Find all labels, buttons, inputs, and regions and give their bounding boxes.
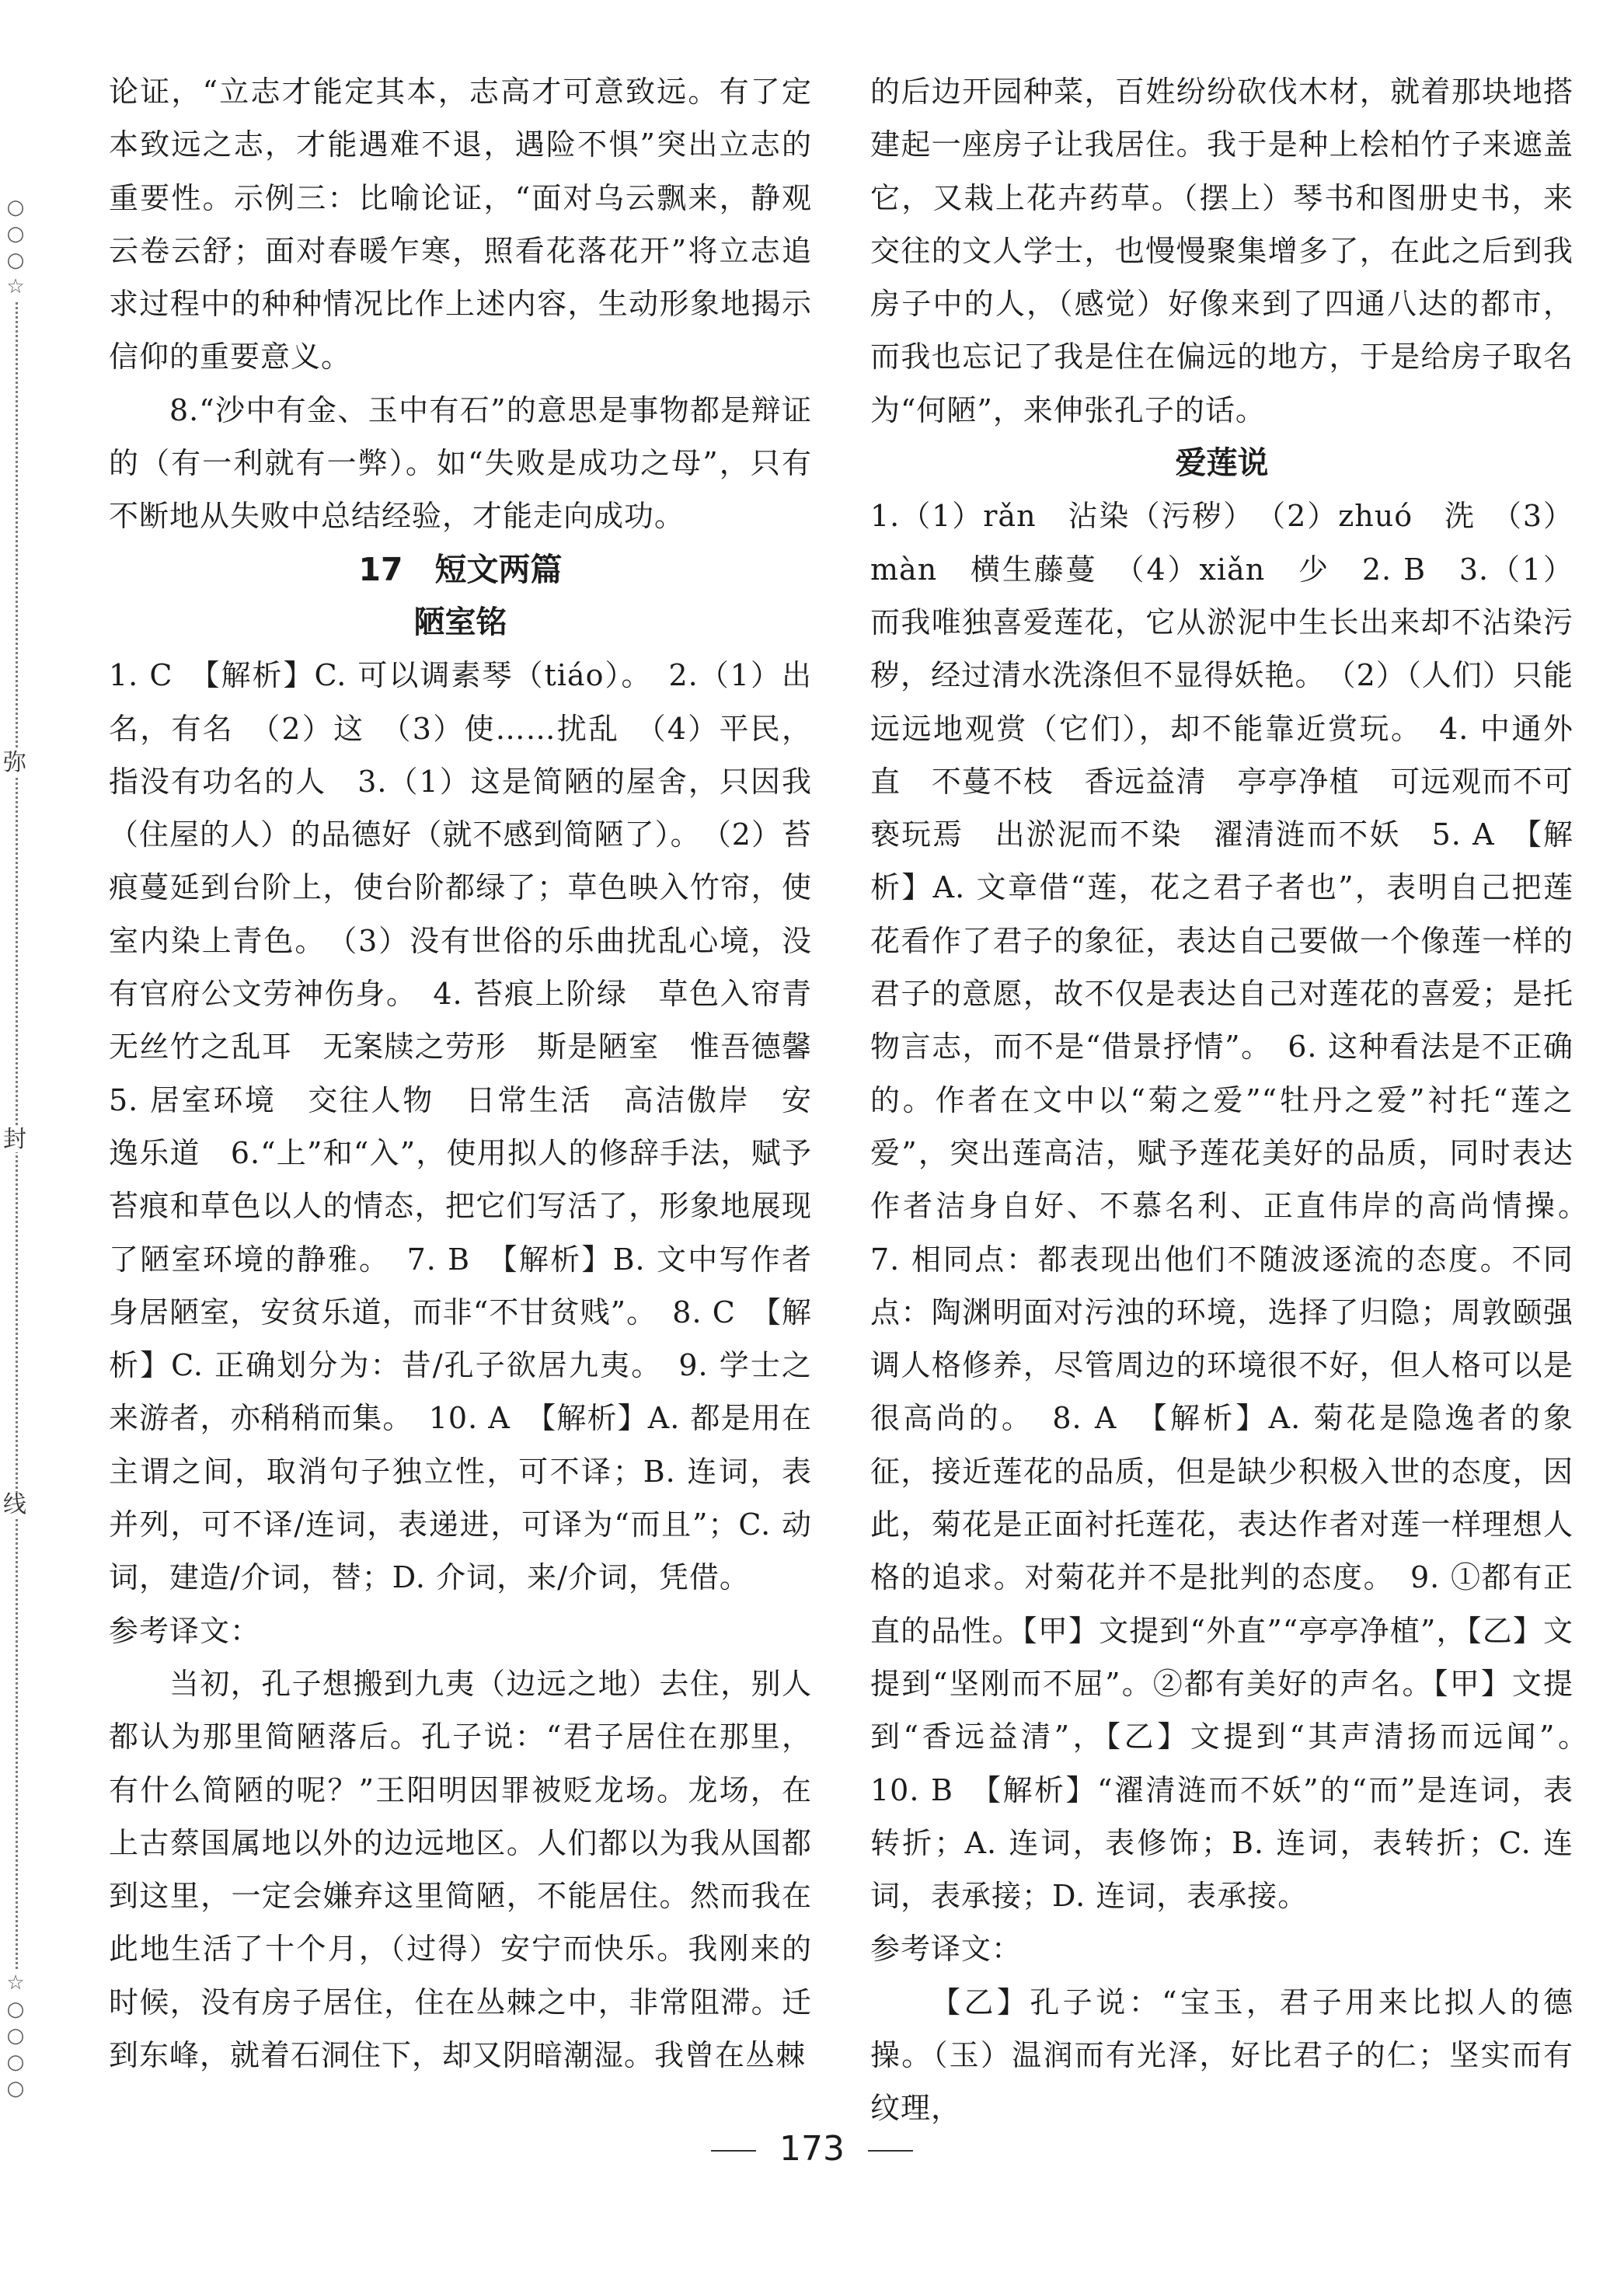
subtitle-loushiming: 陋室铭 [413,604,507,640]
left-answers: 1. C 【解析】C. 可以调素琴（tiáo）。 2.（1）出名，有名 （2）这 （3）使……扰乱 （4）平民，指没有功名的人 3.（1）这是简陋的屋舍，只因我（住屋的人）的品德好（就不感到简陋了）。 （2）苔痕蔓延到台阶上，使台阶都绿了；草色映入竹帘，使室内染上青色。 （3）没有世俗的乐曲扰乱心境，没有官府公文劳神伤身。 4. 苔痕上阶绿 草色入帘青 无丝竹之乱耳 无案牍之劳形 斯是陋室 惟吾德馨 5. 居室环境 交往人物 日常生活 高洁傲岸 安逸乐道 6.“上”和“入”，使用拟人的修辞手法，赋予苔痕和草色以人的情态，把它们写活了，形象地展现了陋室环境的静雅。 7. B 【解析】B. 文中写作者身居陋室，安贫乐道，而非“不甘贫贱”。 8. C 【解析】C. 正确划分为：昔/孔子欲居九夷。 9. 学士之来游者，亦稍稍而集。 10. A 【解析】A. 都是用在主谓之间，取消句子独立性，可不译；B. 连词，表并列，可不译/连词，表递进，可译为“而且”；C. 动词，建造/介词，替；D. 介词，来/介词，凭借。 [109,658,843,1595]
left-translation: 当初，孔子想搬到九夷（边远之地）去住，别人都认为那里简陋落后。孔子说：“君子居住在那里，有什么简陋的呢？”王阳明因罪被贬龙场。龙场，在上古蔡国属地以外的边远地区。人们都以为我从国都到这里，一定会嫌弃这里简陋，不能居住。然而我在此地生活了十个月，（过得）安宁而快乐。我刚来的时候，没有房子居住，住在丛棘之中，非常阻滞。迁到东峰，就着石洞住下，却又阴暗潮湿。我曾在丛棘 [109,1666,812,2072]
right-reference-label: 参考译文： [870,1932,1023,1967]
right-translation: 【乙】孔子说：“宝玉，君子用来比拟人的德操。（玉）温润而有光泽，好比君子的仁；坚实而有纹理， [870,1985,1573,2126]
right-answers: 1.（1）rǎn 沾染（污秽） （2）zhuó 洗 （3）màn 横生藤蔓 （4）xiǎn 少 2. B 3.（1）而我唯独喜爱莲花，它从淤泥中生长出来却不沾染污秽，经过清水洗涤但不显得妖艳。 （2）（人们）只能远远地观赏（它们），却不能靠近赏玩。 4. 中通外直 不蔓不枝 香远益清 亭亭净植 可远观而不可亵玩焉 出淤泥而不染 濯清涟而不妖 5. A 【解析】A. 文章借“莲，花之君子者也”，表明自己把莲花看作了君子的象征，表达自己要做一个像莲一样的君子的意愿，故不仅是表达自己对莲花的喜爱；是托物言志，而不是“借景抒情”。 6. 这种看法是不正确的。作者在文中以“菊之爱”“牡丹之爱”衬托“莲之爱”，突出莲高洁，赋予莲花美好的品质，同时表达作者洁身自好、不慕名利、正直伟岸的高尚情操。 7. 相同点：都表现出他们不随波逐流的态度。不同点：陶渊明面对污浊的环境，选择了归隐；周敦颐强调人格修养，尽管周边的环境很不好，但人格可以是很高尚的。 8. A 【解析】A. 菊花是隐逸者的象征，接近莲花的品质，但是缺少积极入世的态度，因此，菊花是正面衬托莲花，表达作者对莲一样理想人格的追求。对菊花并不是批判的态度。 9. ①都有正直的品性。【甲】文提到“外直”“亭亭净植”，【乙】文提到“坚刚而不屈”。②都有美好的声名。【甲】文提到“香远益清”，【乙】文提到“其声清扬而远闻”。 10. B 【解析】“濯清涟而不妖”的“而”是连词，表转折；A. 连词，表修饰；B. 连词，表转折；C. 连词，表承接；D. 连词，表承接。 [870,499,1605,1914]
page-number: 173 [779,2129,845,2169]
margin-mark-feng: 封 [3,1126,26,1153]
page-footer [0,2129,1624,2169]
binding-margin [0,0,47,2272]
right-column [870,65,1605,2126]
left-reference-label: 参考译文： [109,1613,261,1648]
left-paragraph-2: 8.“沙中有金、玉中有石”的意思是事物都是辩证的（有一利就有一弊）。如“失败是成功之母”，只有不断地从失败中总结经验，才能走向成功。 [109,392,812,534]
section-title: 17 短文两篇 [358,550,563,588]
subtitle-ailianshuo: 爱莲说 [1175,445,1269,482]
footer-dash-right [868,2150,913,2152]
margin-circles-top: ○ ○ ○ ☆ [2,194,30,300]
margin-mark-mi: 弥 [3,749,26,776]
right-paragraph-1: 的后边开园种菜，百姓纷纷砍伐木材，就着那块地搭建起一座房子让我居住。我于是种上桧柏竹子来遮盖它，又栽上花卉药草。（摆上）琴书和图册史书，来交往的文人学士，也慢慢聚集增多了，在此之后到我房子中的人，（感觉）好像来到了四通八达的都市，而我也忘记了我是住在偏远的地方，于是给房子取名为“何陋”，来伸张孔子的话。 [870,75,1573,427]
left-column [109,65,843,2117]
margin-mark-xian: 线 [3,1491,26,1518]
margin-circles-bottom: ☆ ○ ○ ○ ○ [2,1970,30,2102]
footer-dash-left [711,2150,756,2152]
left-paragraph-1: 论证，“立志才能定其本，志高才可意致远。有了定本致远之志，才能遇难不退，遇险不惧”突出立志的重要性。示例三：比喻论证，“面对乌云飘来，静观云卷云舒；面对春暖乍寒，照看花落花开”将立志追求过程中的种种情况比作上述内容，生动形象地揭示信仰的重要意义。 [109,75,812,375]
